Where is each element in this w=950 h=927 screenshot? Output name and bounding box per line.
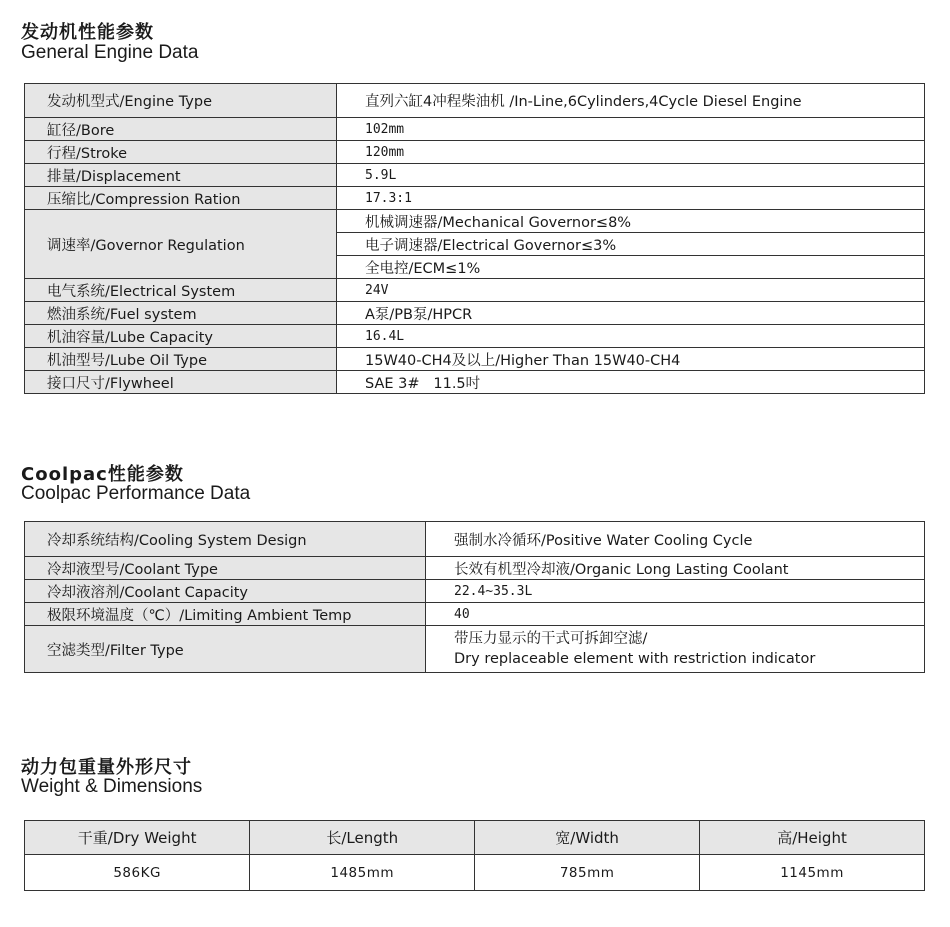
row-value: 24V [337, 279, 925, 302]
table-row [25, 371, 925, 394]
general-title-cn: 发动机性能参数 [21, 22, 154, 43]
general-engine-table [24, 83, 925, 394]
table-row [25, 279, 925, 302]
row-value [426, 626, 925, 673]
table-row [25, 302, 925, 325]
table-row [25, 855, 925, 891]
coolpac-title-en: Coolpac Performance Data [21, 483, 251, 504]
row-label: 冷却液溶剂/Coolant Capacity [25, 580, 426, 603]
row-label: 调速率/Governor Regulation [25, 210, 337, 279]
row-label: 机油型号/Lube Oil Type [25, 348, 337, 371]
general-title-en: General Engine Data [21, 42, 199, 63]
table-row [25, 118, 925, 141]
column-header: 宽/Width [475, 821, 700, 855]
row-label: 燃油系统/Fuel system [25, 302, 337, 325]
table-row [25, 580, 925, 603]
table-row [25, 603, 925, 626]
column-header: 高/Height [700, 821, 925, 855]
table-row [25, 557, 925, 580]
weight-title-cn: 动力包重量外形尺寸 [21, 757, 192, 778]
weight-title-en: Weight & Dimensions [21, 776, 203, 797]
row-label: 接口尺寸/Flywheel [25, 371, 337, 394]
row-value: 直列六缸4冲程柴油机 /In-Line,6Cylinders,4Cycle Diesel Engine [337, 84, 925, 118]
row-value: 电子调速器/Electrical Governor≤3% [337, 233, 925, 256]
table-row [25, 84, 925, 118]
row-label: 冷却液型号/Coolant Type [25, 557, 426, 580]
table-row [25, 164, 925, 187]
row-label: 电气系统/Electrical System [25, 279, 337, 302]
row-value: A泵/PB泵/HPCR [337, 302, 925, 325]
row-label: 排量/Displacement [25, 164, 337, 187]
row-value: 102mm [337, 118, 925, 141]
table-row [25, 522, 925, 557]
table-cell: 586KG [25, 855, 250, 891]
table-cell: 785mm [475, 855, 700, 891]
row-value: 120mm [337, 141, 925, 164]
row-value-line: Dry replaceable element with restriction indicator [454, 651, 816, 667]
row-value: 5.9L [337, 164, 925, 187]
row-label: 空滤类型/Filter Type [25, 626, 426, 673]
column-header: 长/Length [250, 821, 475, 855]
table-header-row [25, 821, 925, 855]
coolpac-table [24, 521, 925, 673]
row-label: 发动机型式/Engine Type [25, 84, 337, 118]
row-label: 冷却系统结构/Cooling System Design [25, 522, 426, 557]
row-value: 16.4L [337, 325, 925, 348]
table-row [25, 626, 925, 673]
row-value: SAE 3# 11.5吋 [337, 371, 925, 394]
row-value: 22.4~35.3L [426, 580, 925, 603]
row-value-line: 带压力显示的干式可拆卸空滤/ [454, 631, 648, 647]
table-cell: 1485mm [250, 855, 475, 891]
row-label: 机油容量/Lube Capacity [25, 325, 337, 348]
table-row [25, 325, 925, 348]
table-row [25, 210, 925, 233]
column-header: 干重/Dry Weight [25, 821, 250, 855]
row-value: 长效有机型冷却液/Organic Long Lasting Coolant [426, 557, 925, 580]
row-value: 17.3:1 [337, 187, 925, 210]
row-label: 压缩比/Compression Ration [25, 187, 337, 210]
row-label: 行程/Stroke [25, 141, 337, 164]
row-value: 15W40-CH4及以上/Higher Than 15W40-CH4 [337, 348, 925, 371]
table-row [25, 348, 925, 371]
row-label: 缸径/Bore [25, 118, 337, 141]
row-value: 全电控/ECM≤1% [337, 256, 925, 279]
row-value: 机械调速器/Mechanical Governor≤8% [337, 210, 925, 233]
row-value: 40 [426, 603, 925, 626]
table-cell: 1145mm [700, 855, 925, 891]
coolpac-title-cn: Coolpac性能参数 [21, 464, 184, 485]
weight-table [24, 820, 925, 891]
table-row [25, 187, 925, 210]
table-row [25, 141, 925, 164]
row-label: 极限环境温度（℃）/Limiting Ambient Temp [25, 603, 426, 626]
row-value: 强制水冷循环/Positive Water Cooling Cycle [426, 522, 925, 557]
